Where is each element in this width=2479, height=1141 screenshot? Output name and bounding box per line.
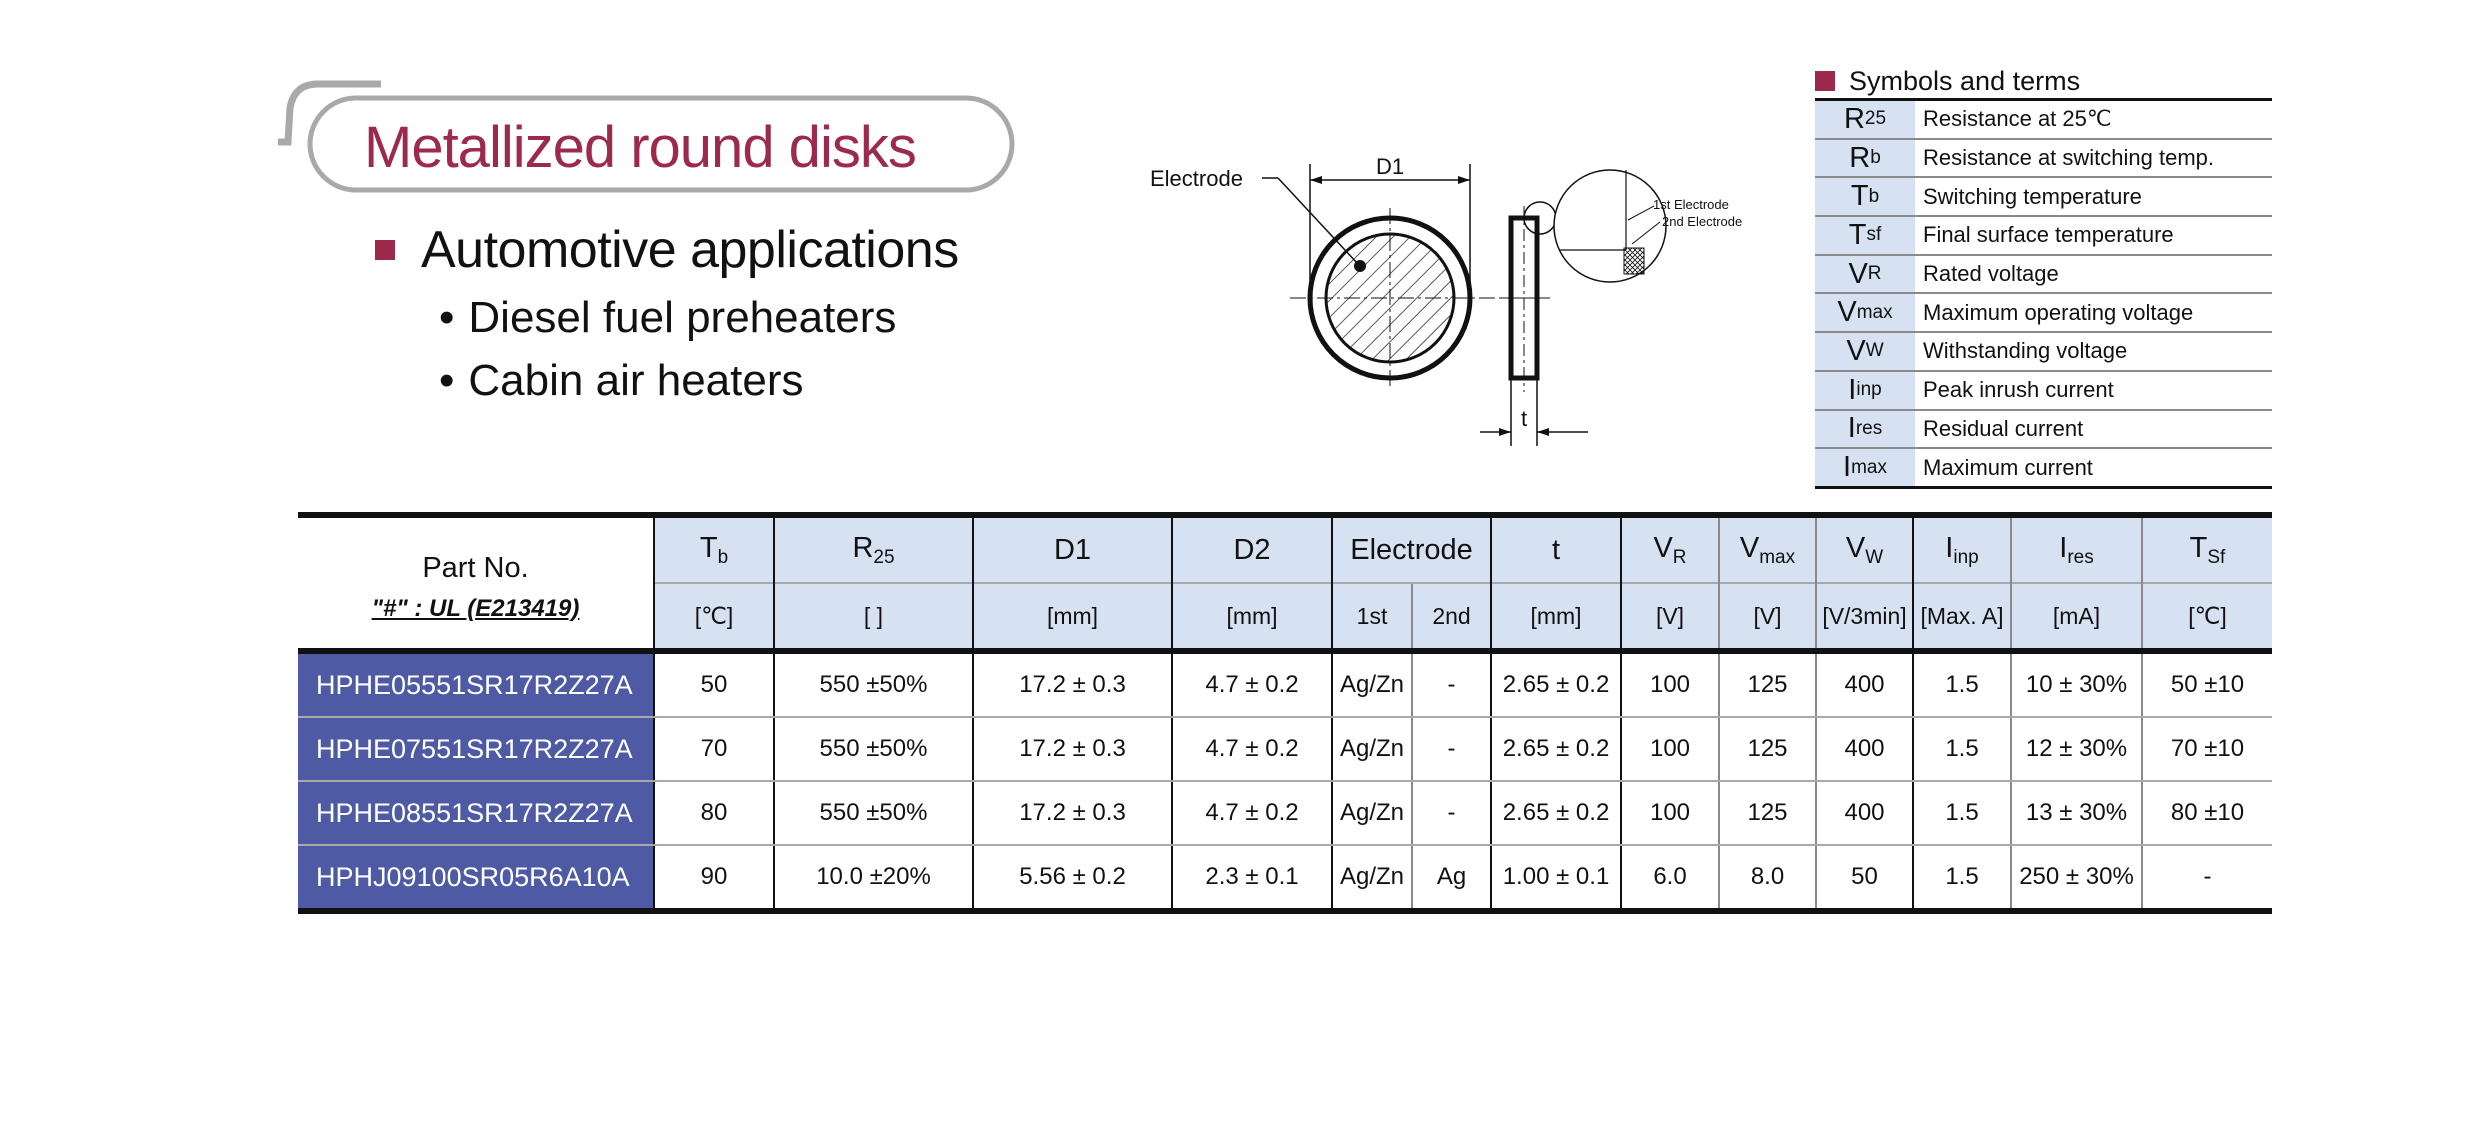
symbols-heading: Symbols and terms: [1849, 65, 2081, 96]
applications-section: [375, 220, 959, 412]
unit-r25: [ ]: [774, 583, 973, 651]
symbols-and-terms: [1815, 64, 2272, 489]
disk-diagram: [1150, 140, 1770, 450]
symbol-row: T b Switching temperature: [1815, 178, 2272, 217]
part-number: HPHE08551SR17R2Z27A: [298, 781, 654, 845]
symbol-row: V max Maximum operating voltage: [1815, 294, 2272, 333]
detail-circle: [1554, 170, 1666, 282]
unit-t: [mm]: [1491, 583, 1621, 651]
header-d2: D2: [1172, 515, 1332, 583]
part-number: HPHE05551SR17R2Z27A: [298, 651, 654, 717]
symbol-row: R 25 Resistance at 25℃: [1815, 101, 2272, 140]
page-title: Metallized round disks: [364, 115, 916, 180]
header-vr: $V_R$: [1621, 515, 1719, 583]
symbol-row: I inp Peak inrush current: [1815, 372, 2272, 411]
list-item: • Diesel fuel preheaters: [439, 286, 959, 349]
unit-d2: [mm]: [1172, 583, 1332, 651]
unit-vr: [V]: [1621, 583, 1719, 651]
square-bullet-icon: [375, 240, 395, 260]
unit-d1: [mm]: [973, 583, 1172, 651]
symbol-row: V W Withstanding voltage: [1815, 333, 2272, 372]
table-row: HPHJ09100SR05R6A10A 90 10.0 ±20% 5.56 ± 0.2 2.3 ± 0.1 Ag/Zn Ag 1.00 ± 0.1 6.0 8.0 50 1.5 250 ± 30% -: [298, 845, 2272, 911]
unit-electrode-1st: 1st: [1332, 583, 1412, 651]
symbol-row: I res Residual current: [1815, 411, 2272, 450]
header-ires: $I_{res}$: [2011, 515, 2142, 583]
electrode-point-icon: [1354, 260, 1366, 272]
unit-ires: [mA]: [2011, 583, 2142, 651]
header-symbol-row: [298, 515, 2272, 583]
spec-table: [298, 512, 2272, 914]
square-bullet-icon: [1815, 71, 1835, 91]
part-no-header: Part No. "#" : UL (E213419): [298, 515, 654, 651]
symbol-row: V R Rated voltage: [1815, 256, 2272, 295]
header-t: t: [1491, 515, 1621, 583]
t-label: t: [1520, 406, 1528, 431]
header-d1: D1: [973, 515, 1172, 583]
symbol-row: T sf Final surface temperature: [1815, 217, 2272, 256]
electrode-label: Electrode: [1150, 166, 1243, 191]
unit-electrode-2nd: 2nd: [1412, 583, 1491, 651]
applications-list: [439, 286, 959, 412]
part-number: HPHJ09100SR05R6A10A: [298, 845, 654, 911]
header-electrode: Electrode: [1332, 515, 1491, 583]
header-r25: $R_{25}$: [774, 515, 973, 583]
unit-vw: [V/3min]: [1816, 583, 1913, 651]
header-tsf: $T_{Sf}$: [2142, 515, 2272, 583]
header-vw: $V_W$: [1816, 515, 1913, 583]
list-item: • Cabin air heaters: [439, 349, 959, 412]
symbol-row: I max Maximum current: [1815, 449, 2272, 489]
table-row: HPHE05551SR17R2Z27A 50 550 ±50% 17.2 ± 0.3 4.7 ± 0.2 Ag/Zn - 2.65 ± 0.2 100 125 400 1.5 10 ± 30% 50 ±10: [298, 651, 2272, 717]
symbol-row: R b Resistance at switching temp.: [1815, 140, 2272, 179]
unit-iinp: [Max. A]: [1913, 583, 2011, 651]
unit-tsf: [℃]: [2142, 583, 2272, 651]
table-row: HPHE07551SR17R2Z27A 70 550 ±50% 17.2 ± 0.3 4.7 ± 0.2 Ag/Zn - 2.65 ± 0.2 100 125 400 1.5 12 ± 30% 70 ±10: [298, 717, 2272, 781]
table-row: HPHE08551SR17R2Z27A 80 550 ±50% 17.2 ± 0.3 4.7 ± 0.2 Ag/Zn - 2.65 ± 0.2 100 125 400 1.5 13 ± 30% 80 ±10: [298, 781, 2272, 845]
first-electrode-label: 1st Electrode: [1653, 197, 1729, 212]
applications-heading: Automotive applications: [421, 221, 959, 279]
title-banner: [276, 78, 1016, 208]
unit-tb: [℃]: [654, 583, 774, 651]
header-iinp: $I_{inp}$: [1913, 515, 2011, 583]
d1-label: D1: [1375, 154, 1405, 179]
header-tb: $T_b$: [654, 515, 774, 583]
part-number: HPHE07551SR17R2Z27A: [298, 717, 654, 781]
unit-vmax: [V]: [1719, 583, 1816, 651]
second-electrode-label: 2nd Electrode: [1662, 214, 1743, 229]
header-vmax: $V_{max}$: [1719, 515, 1816, 583]
ul-note: "#" : UL (E213419): [371, 594, 580, 622]
